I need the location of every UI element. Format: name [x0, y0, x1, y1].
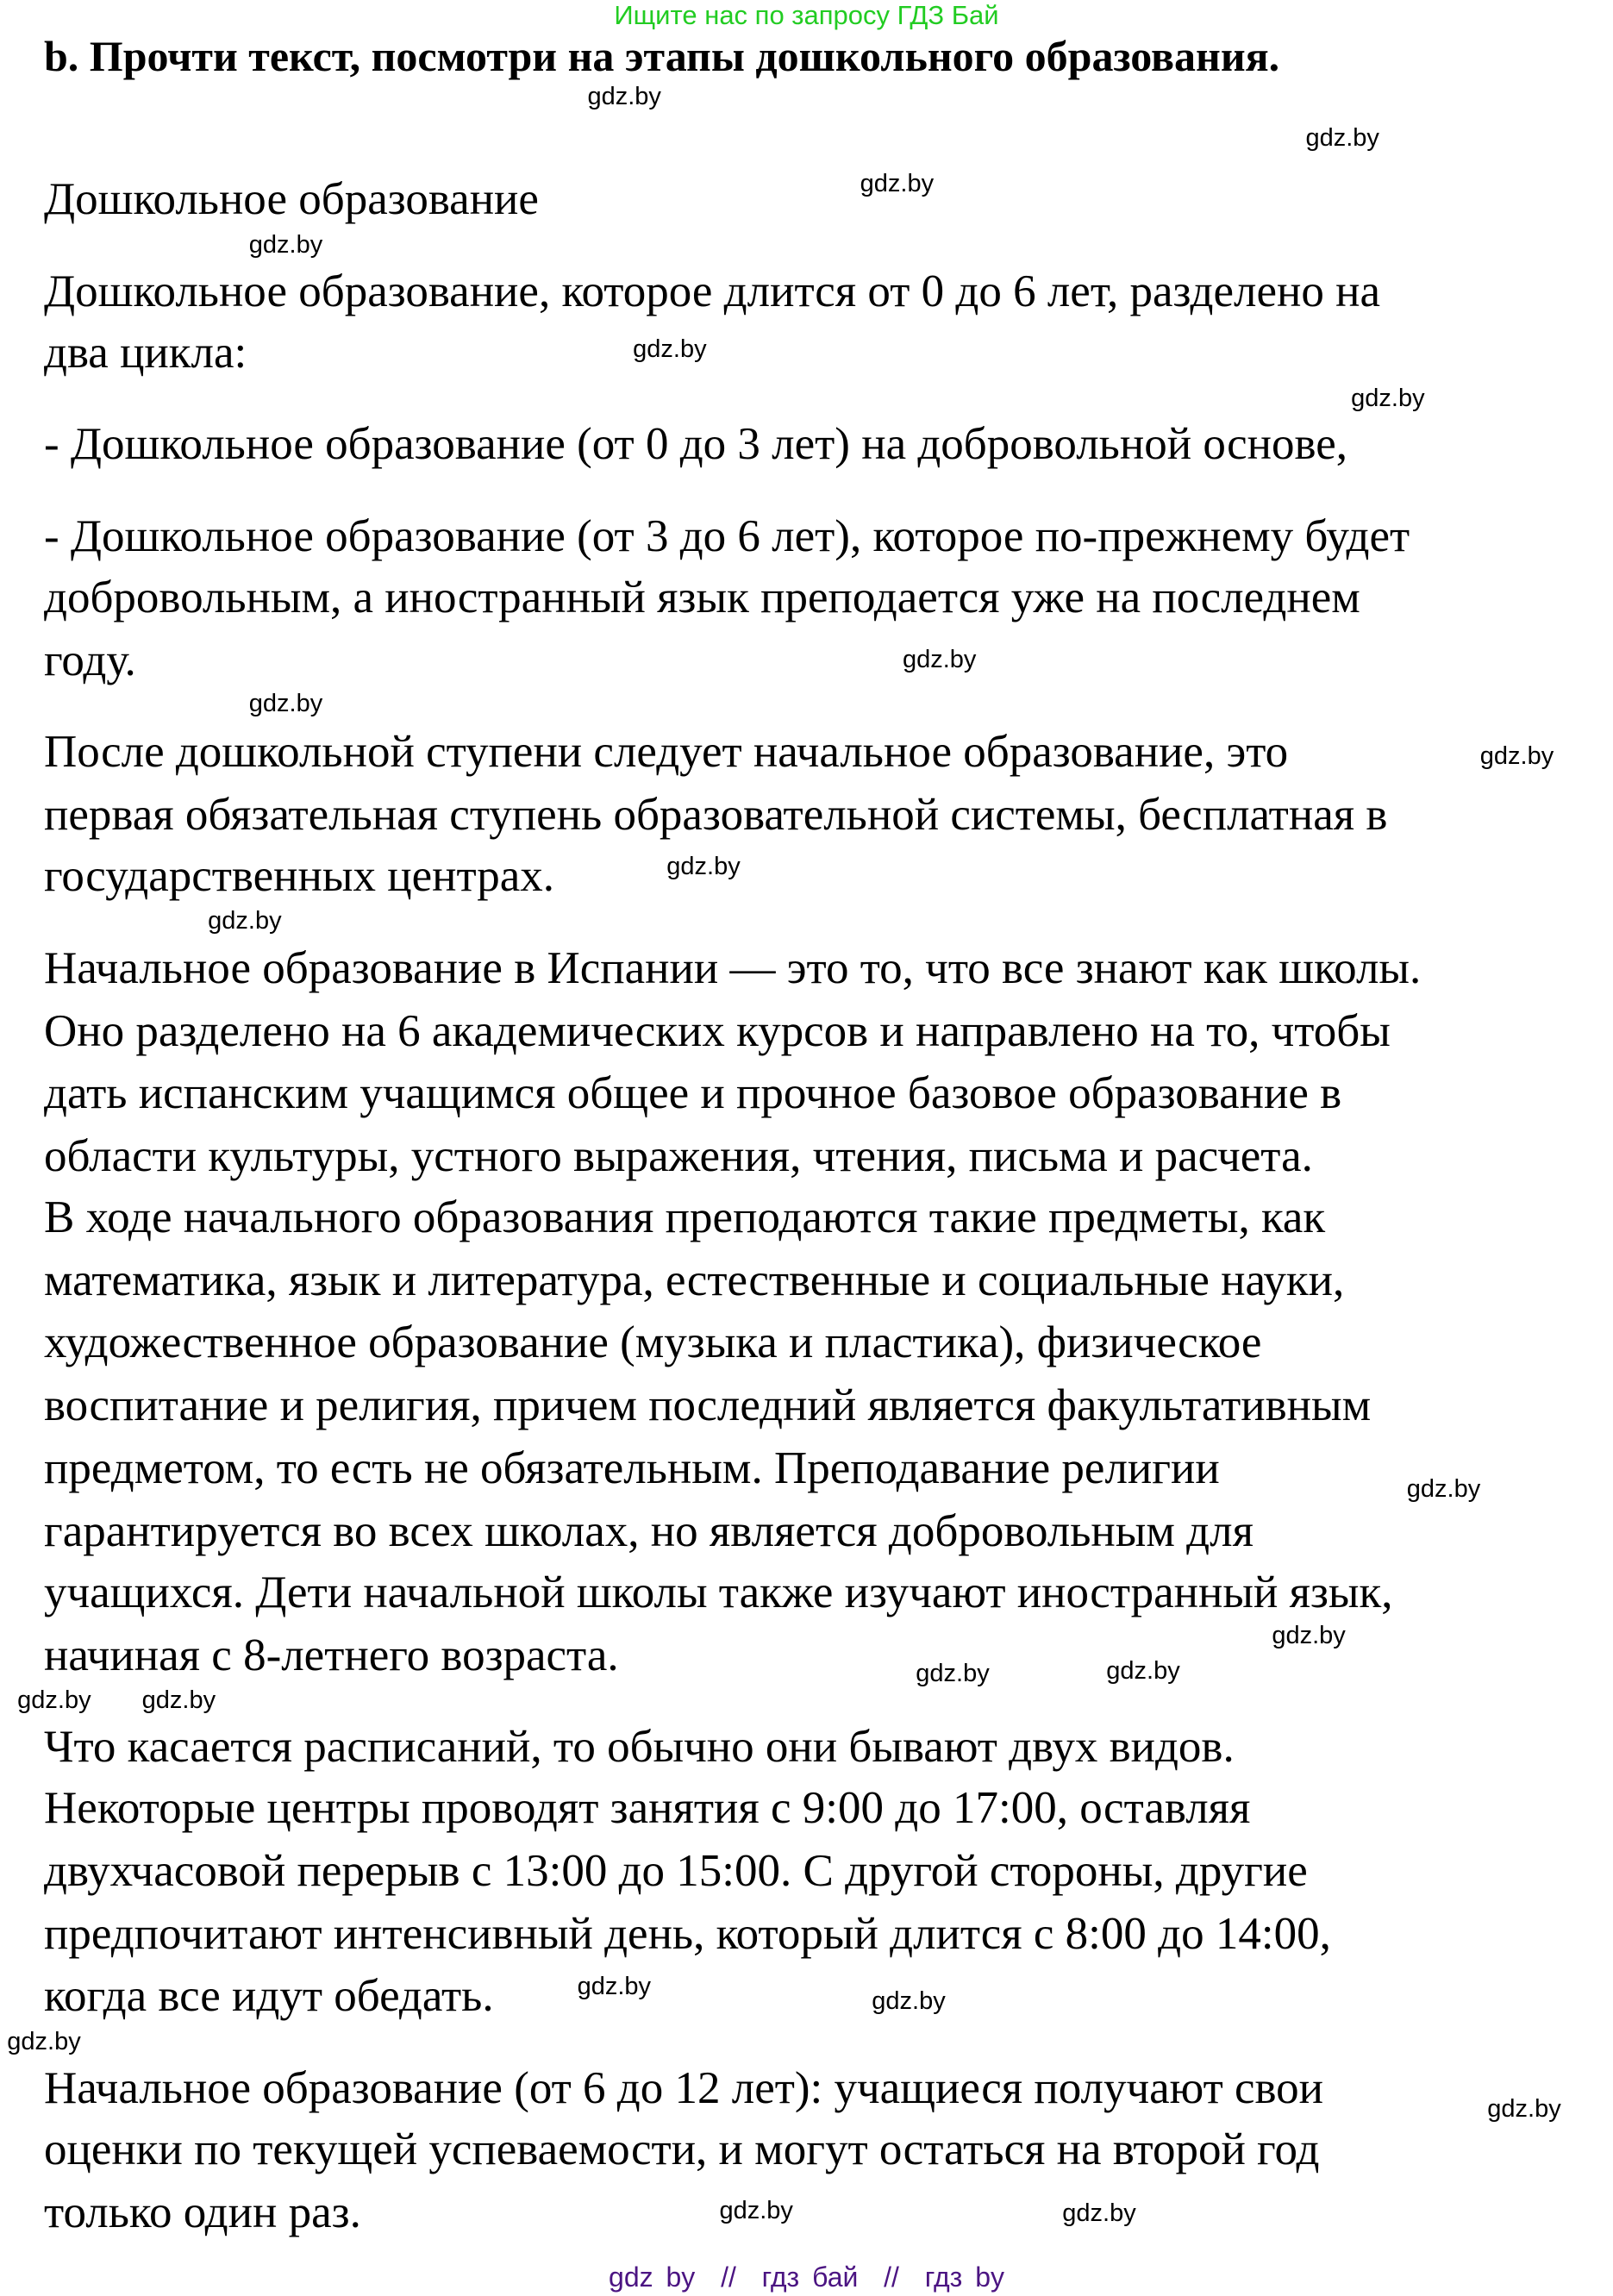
watermark-text: gdz.by — [141, 1686, 216, 1714]
watermark-text: gdz.by — [1272, 1622, 1346, 1650]
paragraph-line: Оно разделено на 6 академических курсов и направлено на то, чтобы — [44, 1006, 1391, 1057]
watermark-text: gdz.by — [208, 906, 282, 935]
paragraph-line: только один раз. — [44, 2187, 361, 2238]
paragraph-line: двухчасовой перерыв с 13:00 до 15:00. С другой стороны, другие — [44, 1846, 1308, 1897]
paragraph-line: - Дошкольное образование (от 0 до 3 лет) на добровольной основе, — [44, 418, 1348, 469]
paragraph-line: учащихся. Дети начальной школы также изучают иностранный язык, — [44, 1567, 1393, 1618]
watermark-text: gdz.by — [1106, 1657, 1180, 1685]
paragraph-line: предпочитают интенсивный день, который длится с 8:00 до 14:00, — [44, 1909, 1331, 1960]
watermark-text: gdz.by — [17, 1686, 91, 1714]
footer-watermark: gdz by // гдз бай // гдз by — [609, 2262, 1004, 2293]
paragraph-line: государственных центрах. — [44, 851, 555, 901]
paragraph-line: В ходе начального образования преподаются такие предметы, как — [44, 1192, 1326, 1243]
watermark-text: gdz.by — [633, 335, 707, 363]
watermark-text: gdz.by — [248, 230, 323, 259]
watermark-text: gdz.by — [248, 690, 323, 717]
paragraph-line: первая обязательная ступень образовательной системы, бесплатная в — [44, 789, 1388, 840]
paragraph-line: оценки по текущей успеваемости, и могут остаться на второй год — [44, 2124, 1320, 2175]
paragraph-line: Начальное образование (от 6 до 12 лет): учащиеся получают свои — [44, 2062, 1324, 2113]
watermark-text: gdz.by — [860, 169, 935, 197]
paragraph-line: когда все идут обедать. — [44, 1970, 494, 2021]
watermark-text: gdz.by — [1479, 742, 1554, 771]
section-heading: Дошкольное образование — [44, 173, 539, 224]
paragraph-line: году. — [44, 635, 136, 686]
paragraph-line: После дошкольной ступени следует начальное образование, это — [44, 726, 1289, 777]
watermark-text: gdz.by — [1305, 123, 1379, 152]
paragraph-line: - Дошкольное образование (от 3 до 6 лет), которое по-прежнему будет — [44, 510, 1410, 561]
watermark-text: gdz.by — [7, 2028, 81, 2056]
search-banner: Ищите нас по запросу ГДЗ Бай — [614, 0, 999, 30]
paragraph-line: Что касается расписаний, то обычно они бывают двух видов. — [44, 1721, 1235, 1772]
watermark-text: gdz.by — [916, 1660, 990, 1688]
paragraph-line: добровольным, а иностранный язык преподается уже на последнем — [44, 572, 1360, 622]
paragraph-line: два цикла: — [44, 328, 247, 378]
watermark-text: gdz.by — [666, 852, 741, 880]
watermark-text: gdz.by — [1062, 2199, 1136, 2227]
watermark-text: gdz.by — [1487, 2095, 1561, 2124]
paragraph-line: математика, язык и литература, естественные и социальные науки, — [44, 1255, 1345, 1306]
paragraph-line: воспитание и религия, причем последний является факультативным — [44, 1379, 1372, 1430]
paragraph-line: дать испанским учащимся общее и прочное базовое образование в — [44, 1067, 1342, 1118]
watermark-text: gdz.by — [902, 646, 977, 673]
watermark-text: gdz.by — [1351, 385, 1425, 413]
paragraph-line: художественное образование (музыка и пластика), физическое — [44, 1317, 1262, 1367]
paragraph-line: Начальное образование в Испании — это то, что все знают как школы. — [44, 943, 1422, 994]
paragraph-line: Дошкольное образование, которое длится от 0 до 6 лет, разделено на — [44, 266, 1380, 316]
paragraph-line: начиная с 8-летнего возраста. — [44, 1630, 619, 1681]
exercise-title: b. Прочти текст, посмотри на этапы дошкольного образования. — [44, 32, 1280, 80]
paragraph-line: предметом, то есть не обязательным. Преподавание религии — [44, 1442, 1220, 1493]
paragraph-line: Некоторые центры проводят занятия с 9:00 до 17:00, оставляя — [44, 1783, 1251, 1834]
watermark-text: gdz.by — [587, 83, 661, 111]
watermark-text: gdz.by — [719, 2196, 793, 2224]
paragraph-line: области культуры, устного выражения, чтения, письма и расчета. — [44, 1130, 1313, 1181]
watermark-text: gdz.by — [1406, 1475, 1481, 1504]
watermark-text: gdz.by — [872, 1986, 946, 2015]
paragraph-line: гарантируется во всех школах, но является добровольным для — [44, 1505, 1254, 1556]
watermark-text: gdz.by — [577, 1972, 652, 2000]
